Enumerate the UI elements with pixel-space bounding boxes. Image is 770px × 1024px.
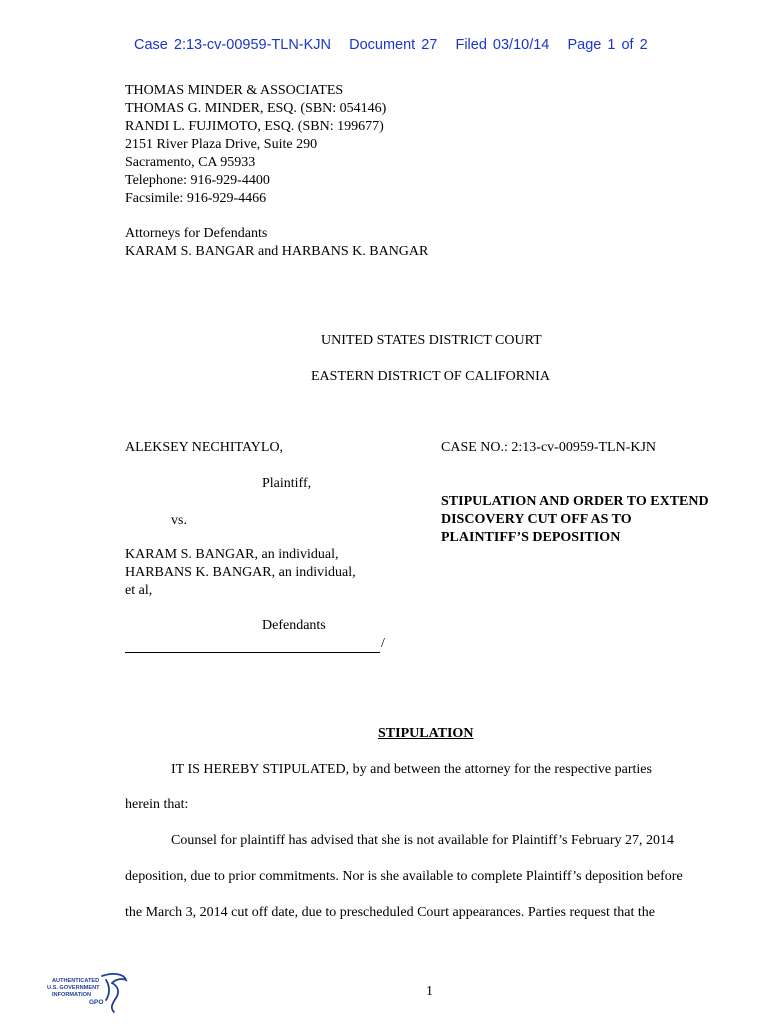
plaintiff-name: ALEKSEY NECHITAYLO, [125,440,284,455]
gpo-authentication-seal [44,970,130,1016]
document-title [441,493,709,547]
paragraph-line: the March 3, 2014 cut off date, due to prescheduled Court appearances. Parties request that the [125,905,656,920]
defendant-line: et al, [125,583,153,598]
caption-slash: / [381,636,385,651]
stamp-case-number: Case 2:13-cv-00959-TLN-KJN [134,37,332,53]
seal-text: GPO [89,999,104,1006]
stamp-page: Page 1 of 2 [567,37,648,53]
case-number: CASE NO.: 2:13-cv-00959-TLN-KJN [441,440,657,455]
paragraph-line: deposition, due to prior commitments. Nor is she available to complete Plaintiff’s deposition before [125,869,683,884]
court-district: EASTERN DISTRICT OF CALIFORNIA [311,369,550,384]
attorney-line: Telephone: 916-929-4400 [125,173,270,188]
eagle-icon [102,974,126,1012]
plaintiff-label: Plaintiff, [262,476,312,491]
seal-text: U.S. GOVERNMENT [47,985,100,991]
attorneys-for-label: Attorneys for Defendants [125,226,268,241]
section-heading: STIPULATION [378,726,474,741]
document-title-line: PLAINTIFF’S DEPOSITION [441,530,621,545]
caption-rule [125,652,380,653]
attorney-line: THOMAS MINDER & ASSOCIATES [125,83,344,98]
attorney-block [125,82,386,208]
defendant-line: HARBANS K. BANGAR, an individual, [125,565,356,580]
defendants-names: KARAM S. BANGAR and HARBANS K. BANGAR [125,244,429,259]
attorneys-for-block [125,225,428,261]
document-title-line: DISCOVERY CUT OFF AS TO [441,512,632,527]
attorney-line: Sacramento, CA 95933 [125,155,256,170]
versus-label: vs. [171,513,187,528]
seal-text: INFORMATION [52,992,92,998]
attorney-line: 2151 River Plaza Drive, Suite 290 [125,137,318,152]
defendants-caption [125,546,356,600]
attorney-line: THOMAS G. MINDER, ESQ. (SBN: 054146) [125,101,387,116]
defendants-label: Defendants [262,618,326,633]
filing-stamp [134,37,648,53]
paragraph-line: Counsel for plaintiff has advised that she is not available for Plaintiff’s February 27, 2014 [171,833,674,848]
attorney-line: Facsimile: 916-929-4466 [125,191,267,206]
court-name: UNITED STATES DISTRICT COURT [321,333,542,348]
seal-text: AUTHENTICATED [52,978,100,984]
paragraph-line: herein that: [125,797,189,812]
document-title-line: STIPULATION AND ORDER TO EXTEND [441,494,709,509]
defendant-line: KARAM S. BANGAR, an individual, [125,547,339,562]
stamp-filed-date: Filed 03/10/14 [455,37,550,53]
stamp-document: Document 27 [349,37,438,53]
paragraph-line: IT IS HEREBY STIPULATED, by and between the attorney for the respective parties [171,762,652,777]
page-number: 1 [426,984,433,999]
attorney-line: RANDI L. FUJIMOTO, ESQ. (SBN: 199677) [125,119,384,134]
